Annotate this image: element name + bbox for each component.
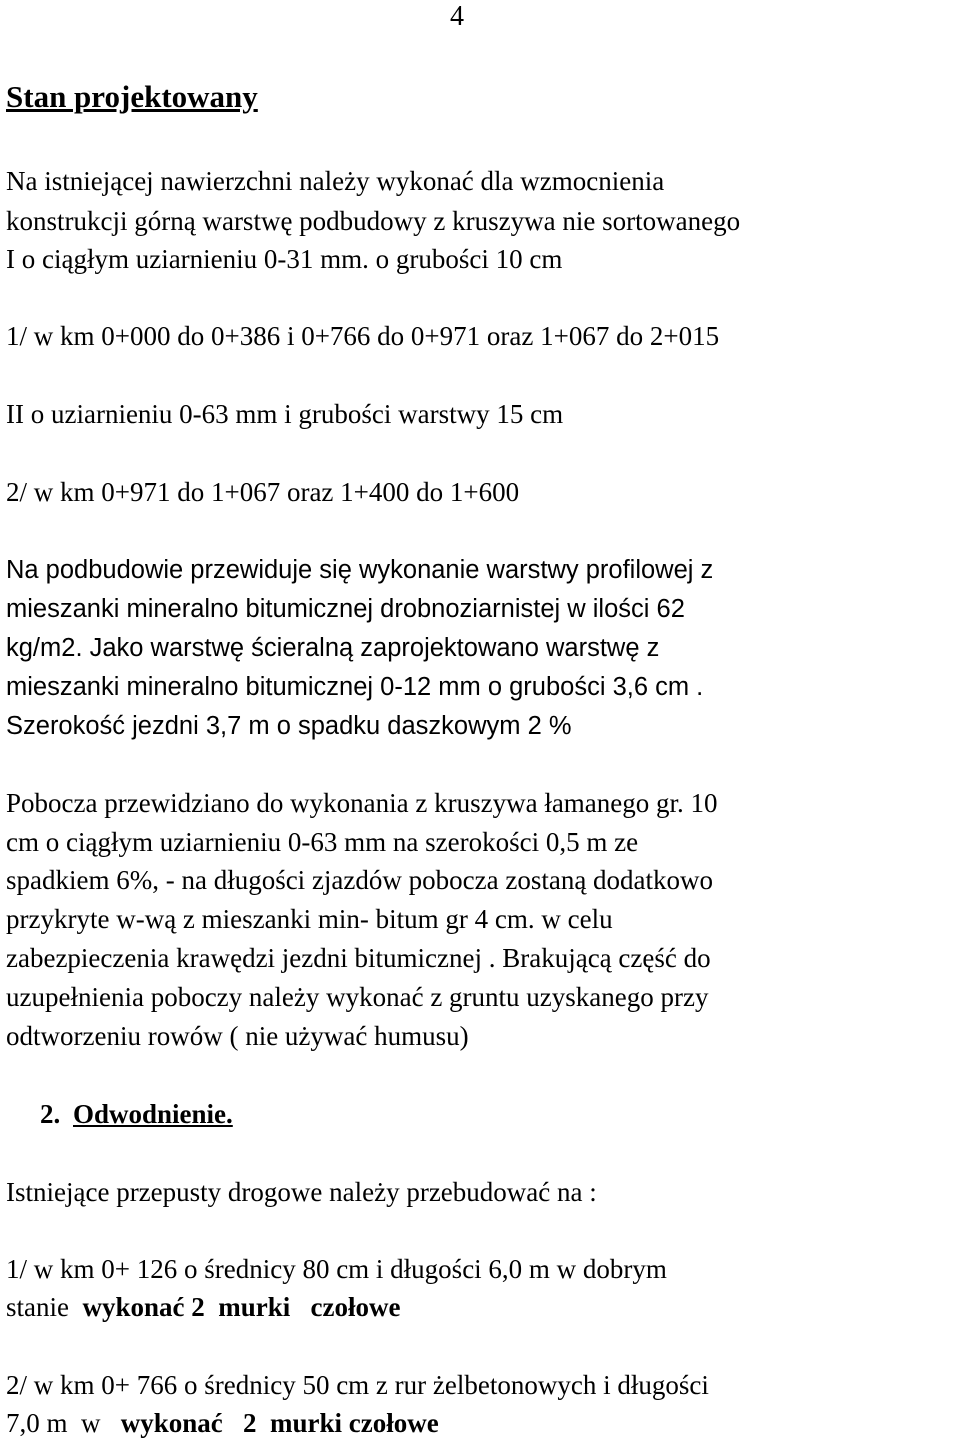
list-item-continuation	[6, 1290, 400, 1324]
paragraph-line: Szerokość jezdni 3,7 m o spadku daszkowym 2 %	[6, 712, 572, 740]
paragraph-line: spadkiem 6%, - na długości zjazdów pobocza zostaną dodatkowo	[6, 865, 714, 895]
list-item-continuation	[6, 1406, 439, 1440]
plain-text: 7,0 m w	[6, 1408, 121, 1438]
paragraph-line: II o uziarnieniu 0-63 mm i grubości warstwy 15 cm	[6, 399, 564, 429]
paragraph-line: Istniejące przepusty drogowe należy przebudować na :	[6, 1177, 597, 1207]
paragraph-line: zabezpieczenia krawędzi jezdni bitumicznej . Brakującą część do	[6, 943, 711, 973]
paragraph-line: cm o ciągłym uziarnieniu 0-63 mm na szerokości 0,5 m ze	[6, 827, 639, 857]
paragraph-line: Na istniejącej nawierzchni należy wykonać dla wzmocnienia	[6, 166, 665, 196]
list-item: 1/ w km 0+ 126 o średnicy 80 cm i długości 6,0 m w dobrym	[6, 1254, 667, 1284]
bold-text: wykonać 2 murki czołowe	[82, 1292, 401, 1322]
section-heading-drainage	[40, 1097, 233, 1131]
paragraph-line: odtworzeniu rowów ( nie używać humusu)	[6, 1021, 469, 1051]
section-number: 2.	[40, 1099, 61, 1129]
paragraph-line: I o ciągłym uziarnieniu 0-31 mm. o grubości 10 cm	[6, 244, 563, 274]
section-title: Odwodnienie.	[73, 1099, 233, 1129]
plain-text: stanie	[6, 1292, 83, 1322]
paragraph-line: Pobocza przewidziano do wykonania z kruszywa łamanego gr. 10	[6, 788, 718, 818]
list-item: 1/ w km 0+000 do 0+386 i 0+766 do 0+971 oraz 1+067 do 2+015	[6, 321, 720, 351]
list-item: 2/ w km 0+971 do 1+067 oraz 1+400 do 1+600	[6, 477, 520, 507]
paragraph-line: mieszanki mineralno bitumicznej drobnoziarnistej w ilości 62	[6, 595, 685, 623]
paragraph-line: uzupełnienia poboczy należy wykonać z gruntu uzyskanego przy	[6, 982, 709, 1012]
list-item: 2/ w km 0+ 766 o średnicy 50 cm z rur żelbetonowych i długości	[6, 1370, 709, 1400]
bold-text: wykonać 2 murki czołowe	[120, 1408, 439, 1438]
paragraph-line: Na podbudowie przewiduje się wykonanie warstwy profilowej z	[6, 556, 714, 584]
paragraph-line: mieszanki mineralno bitumicznej 0-12 mm o grubości 3,6 cm .	[6, 673, 704, 701]
section-heading: Stan projektowany	[6, 79, 258, 114]
paragraph-line: kg/m2. Jako warstwę ścieralną zaprojektowano warstwę z	[6, 634, 660, 662]
page-number: 4	[450, 1, 464, 32]
paragraph-line: przykryte w-wą z mieszanki min- bitum gr 4 cm. w celu	[6, 904, 613, 934]
paragraph-line: konstrukcji górną warstwę podbudowy z kruszywa nie sortowanego	[6, 206, 741, 236]
